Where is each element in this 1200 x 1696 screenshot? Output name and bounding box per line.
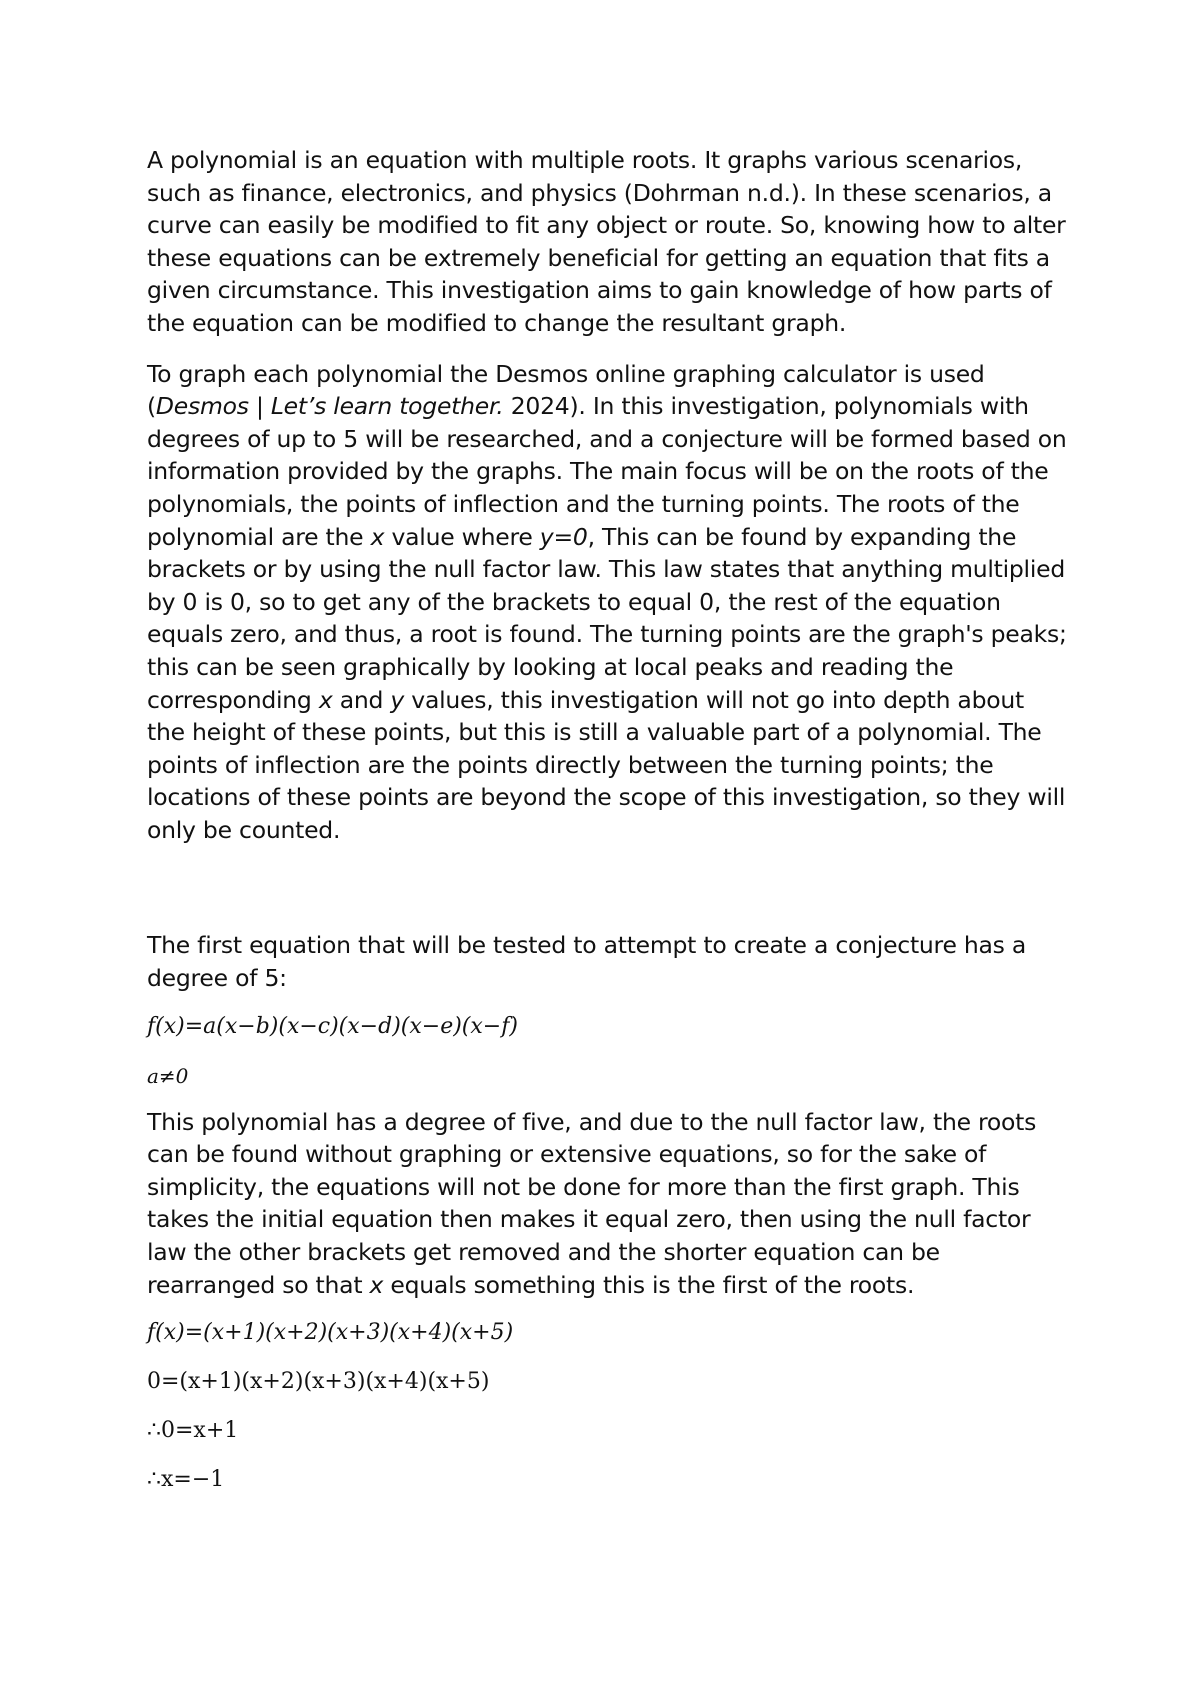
method-text-4: , This can be found by expanding the brackets or by using the null factor law. This law states that anything multiplied by 0 is 0, so to get any of the brackets to equal 0, the rest of the equation equals zero, and thus, a root is found. The turning points are the graph's peaks; this can be seen graphically by looking at local peaks and reading the corresponding bbox=[147, 522, 1067, 714]
null-factor-paragraph bbox=[147, 1106, 1067, 1302]
method-text-3: value where bbox=[384, 522, 540, 551]
equation-2: 0=(x+1)(x+2)(x+3)(x+4)(x+5) bbox=[147, 1369, 490, 1395]
var-y: y bbox=[390, 685, 405, 714]
var-x: x bbox=[369, 1270, 384, 1299]
method-text-1: To graph each polynomial the Desmos online graphing calculator is used ( bbox=[147, 359, 985, 421]
equation-4: ∴x=−1 bbox=[147, 1467, 225, 1493]
var-y-equals-zero: y=0 bbox=[539, 522, 588, 551]
method-paragraph bbox=[147, 358, 1067, 847]
var-x: x bbox=[370, 522, 385, 551]
equation-1: f(x)=(x+1)(x+2)(x+3)(x+4)(x+5) bbox=[147, 1320, 514, 1346]
var-x: x bbox=[318, 685, 333, 714]
method-text-6: values, this investigation will not go into depth about the height of these points, but this is still a valuable part of a polynomial. The points of inflection are the points directly between the turning points; the locations of these points are beyond the scope of this investigation, so they will only be counted. bbox=[147, 685, 1066, 844]
method-text-5: and bbox=[332, 685, 391, 714]
intro-paragraph: A polynomial is an equation with multiple roots. It graphs various scenarios, such as finance, electronics, and physics (Dohrman n.d.). In these scenarios, a curve can easily be modified to fit any object or route. So, knowing how to alter these equations can be extremely beneficial for getting an equation that fits a given circumstance. This investigation aims to gain knowledge of how parts of the equation can be modified to change the resultant graph. bbox=[147, 146, 1066, 337]
method-text-2: 2024). In this investigation, polynomials with degrees of up to 5 will be researched, and a conjecture will be formed based on information provided by the graphs. The main focus will be on the roots of the polynomials, the points of inflection and the turning points. The roots of the polynomial are the bbox=[147, 392, 1067, 551]
general-equation: f(x)=a(x−b)(x−c)(x−d)(x−e)(x−f) bbox=[147, 1013, 518, 1039]
nonzero-condition: a≠0 bbox=[147, 1063, 189, 1088]
desmos-citation: Desmos | Let’s learn together. bbox=[155, 392, 504, 421]
document-body bbox=[147, 144, 1067, 1496]
null-factor-text-1: This polynomial has a degree of five, and due to the null factor law, the roots can be found without graphing or extensive equations, so for the sake of simplicity, the equations will not be done for more than the first graph. This takes the initial equation then makes it equal zero, then using the null factor law the other brackets get removed and the shorter equation can be rearranged so that bbox=[147, 1107, 1037, 1299]
null-factor-text-2: equals something this is the first of the roots. bbox=[383, 1270, 915, 1299]
equation-3: ∴0=x+1 bbox=[147, 1418, 239, 1444]
first-equation-intro: The first equation that will be tested to attempt to create a conjecture has a degree of 5: bbox=[147, 931, 1027, 993]
